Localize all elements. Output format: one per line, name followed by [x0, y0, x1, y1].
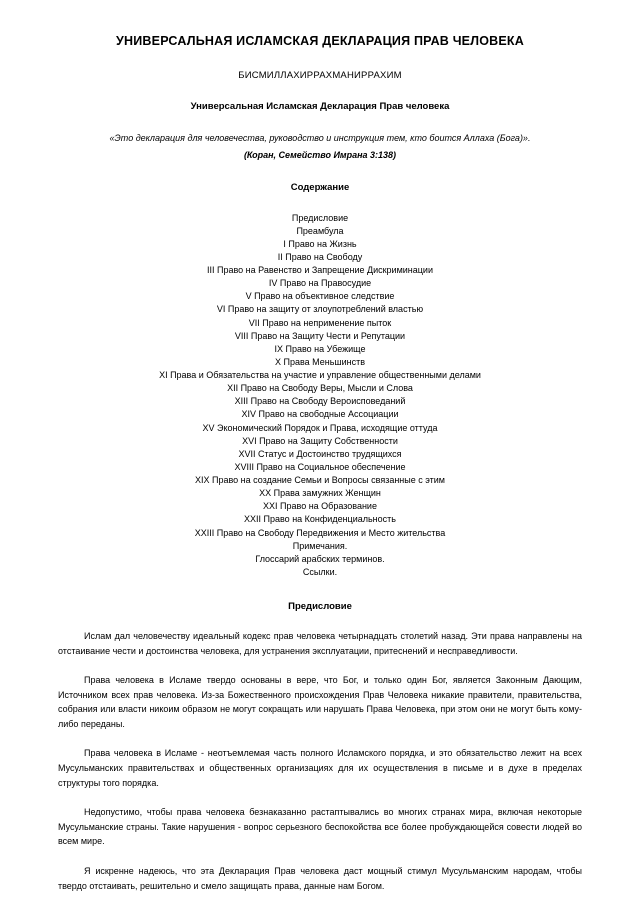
list-item[interactable]: VI Право на защиту от злоупотреблений властью — [216, 304, 424, 315]
foreword-paragraph: Ислам дал человечеству идеальный кодекс прав человека четырнадцать столетий назад. Эти права направлены на отстаивание чести и достоинства человека, для устранения эксплуатации, притеснений и несправедливости. — [58, 631, 582, 656]
list-item[interactable]: XII Право на Свободу Веры, Мысли и Слова — [227, 383, 413, 394]
list-item[interactable]: II Право на Свободу — [277, 251, 363, 262]
foreword-paragraph: Недопустимо, чтобы права человека безнаказанно растаптывались во многих странах мира, включая некоторые Мусульманские страны. Такие нарушения - вопрос серьезного беспокойства все более пробуждающейся совести людей во всем мире. — [58, 807, 582, 847]
list-item[interactable]: Глоссарий арабских терминов. — [255, 553, 385, 564]
page-title: УНИВЕРСАЛЬНАЯ ИСЛАМСКАЯ ДЕКЛАРАЦИЯ ПРАВ ЧЕЛОВЕКА — [116, 34, 524, 48]
list-item[interactable]: I Право на Жизнь — [283, 238, 357, 249]
basmala-line: БИСМИЛЛАХИРРАХМАНИРРАХИМ — [238, 70, 402, 81]
list-item[interactable]: III Право на Равенство и Запрещение Дискриминации — [207, 265, 433, 275]
list-item[interactable]: IX Право на Убежище — [274, 343, 366, 354]
list-item[interactable]: XXIII Право на Свободу Передвижения и Место жительства — [194, 527, 446, 538]
list-item[interactable]: VIII Право на Защиту Чести и Репутации — [234, 330, 406, 341]
list-item[interactable]: V Право на объективное следствие — [245, 291, 395, 302]
list-item[interactable]: IV Право на Правосудие — [268, 278, 372, 289]
list-item[interactable]: XV Экономический Порядок и Права, исходящие оттуда — [202, 422, 438, 433]
list-item[interactable]: XIV Право на свободные Ассоциации — [241, 409, 399, 420]
document-subtitle: Универсальная Исламская Декларация Прав человека — [190, 101, 450, 112]
list-item[interactable]: XVIII Право на Социальное обеспечение — [234, 461, 406, 472]
list-item[interactable]: XXII Право на Конфиденциальность — [244, 514, 396, 525]
contents-heading: Содержание — [290, 181, 350, 193]
list-item[interactable]: VII Право на неприменение пыток — [248, 317, 392, 328]
epigraph-source: (Коран, Семейство Имрана 3:138) — [243, 149, 397, 160]
list-item[interactable]: XVI Право на Защиту Собственности — [242, 435, 398, 446]
list-item[interactable]: Преамбула — [296, 225, 344, 236]
list-item[interactable]: XVII Статус и Достоинство трудящихся — [238, 448, 402, 459]
table-of-contents — [58, 212, 582, 580]
foreword-heading: Предисловие — [288, 601, 352, 612]
list-item[interactable]: Ссылки. — [302, 566, 338, 577]
list-item[interactable]: XIX Право на создание Семьи и Вопросы связанные с этим — [195, 475, 445, 485]
list-item[interactable]: Предисловие — [291, 212, 349, 223]
list-item[interactable]: X Права Меньшинств — [274, 356, 366, 367]
foreword-paragraph: Я искренне надеюсь, что эта Декларация Прав человека даст мощный стимул Мусульманским народам, чтобы твердо отстаивать, решительно и смело защищать права, данные нам Богом. — [58, 865, 582, 891]
epigraph-quote: «Это декларация для человечества, руководство и инструкция тем, кто боится Аллаха (Бога)». — [109, 133, 531, 143]
list-item[interactable]: XXI Право на Образование — [263, 501, 377, 512]
foreword-paragraph: Права человека в Исламе - неотъемлемая часть полного Исламского порядка, и это обязательство лежит на всех Мусульманских правительствах и общественных организациях для их осуществления в письме и в духе в пределах структуры того порядка. — [58, 748, 582, 788]
list-item[interactable]: Примечания. — [292, 540, 348, 551]
list-item[interactable]: XX Права замужних Женщин — [259, 488, 381, 499]
list-item[interactable]: XIII Право на Свободу Вероисповеданий — [234, 396, 406, 407]
list-item[interactable]: XI Права и Обязательства на участие и управление общественными делами — [159, 370, 481, 380]
foreword-paragraph: Права человека в Исламе твердо основаны в вере, что Бог, и только один Бог, является Законным Дающим, Источником всех прав человека. Из-за Божественного происхождения Прав Человека никакие правители, правительства, собрания или власти никоим образом не могут сокращать или нарушать Права Человека, при этом они не могут быть кому-либо переданы. — [58, 675, 582, 729]
